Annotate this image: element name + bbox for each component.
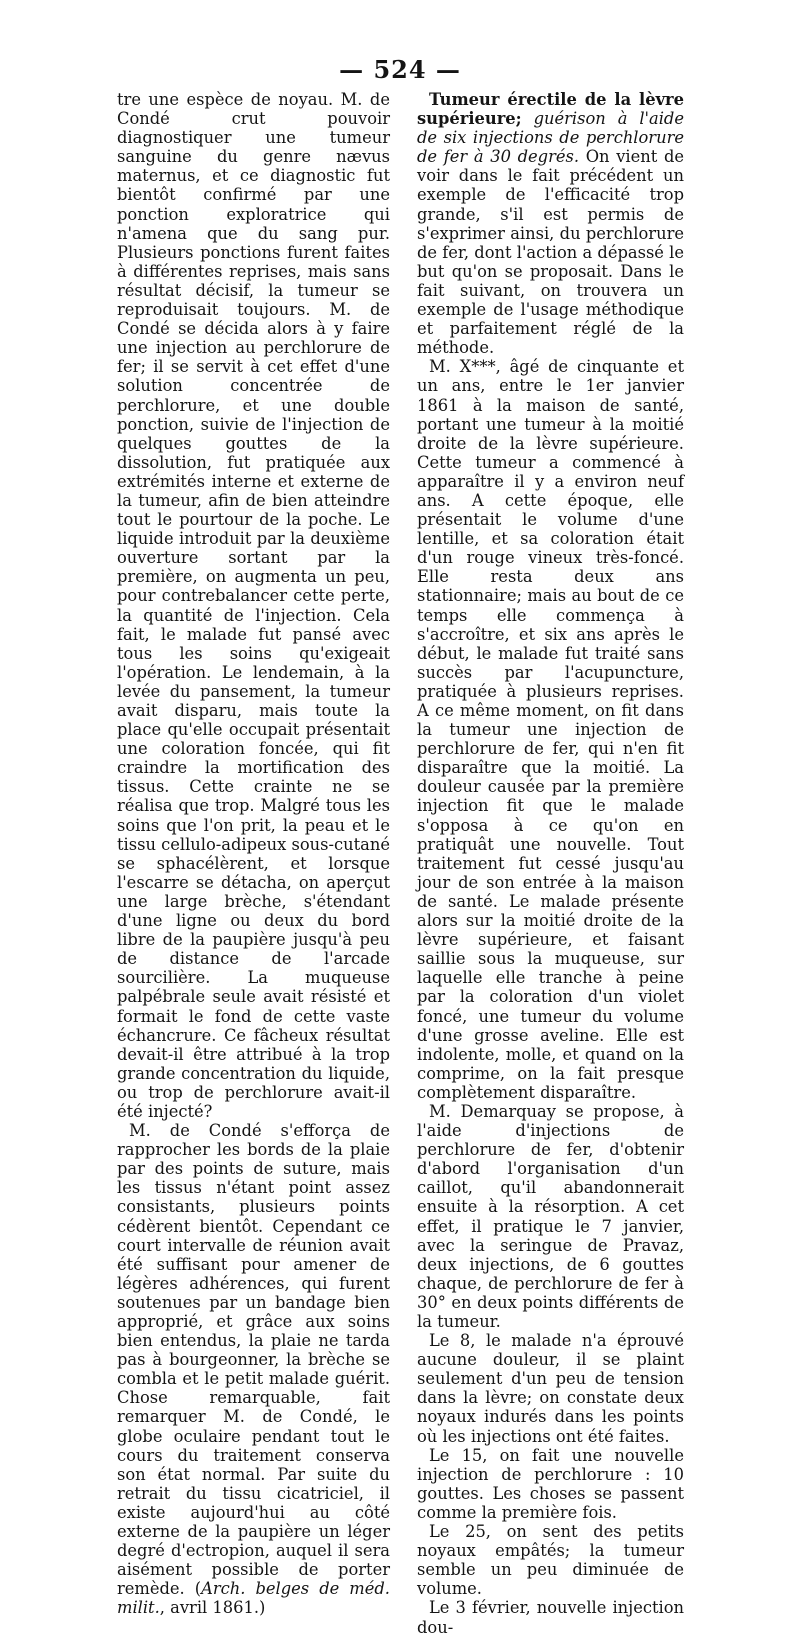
left-paragraph-2-reference: Arch. belges de méd. milit. (117, 1579, 390, 1618)
left-paragraph-1-text: tre une espèce de noyau. M. de Condé crut pouvoir diagnostiquer une tumeur sanguine du genre nævus maternus, et ce diagnostic fut bientôt confirmé par une ponction exploratrice qui n'amena que du sang pur. Plusieurs ponctions furent faites à différentes reprises, mais sans résultat décisif, la tumeur se reproduisait toujours. M. de Condé se décida alors à y faire une injection au perchlorure de fer; il se servit à cet effet d'une solution concentrée de perchlorure, et une double ponction, suivie de l'injection de quelques gouttes de la dissolution, fut pratiquée aux extrémités interne et externe de la tumeur, afin de bien atteindre tout le pourtour de la poche. Le liquide introduit par la deuxième ouverture sortant par la première, on augmenta un peu, pour contrebalancer cette perte, la quantité de l'injection. Cela fait, le malade fut pansé avec tous les soins qu'exigeait l'opération. Le lendemain, à la levée du pansement, la tumeur avait disparu, mais toute la place qu'elle occupait présentait une coloration foncée, qui fit craindre la mortification des tissus. Cette crainte ne se réalisa que trop. Malgré tous les soins que l'on prit, la peau et le tissu cellulo-adipeux sous-cutané se sphacélèrent, et lorsque l'escarre se détacha, on aperçut une large brèche, s'étendant d'une ligne ou deux du bord libre de la paupière jusqu'à peu de distance de l'arcade sourcilière. La muqueuse palpébrale seule avait résisté et formait le fond de cette vaste échancrure. Ce fâcheux résultat devait-il être attribué à la trop grande concentration du liquide, ou trop de perchlorure avait-il été injecté? (117, 90, 390, 1121)
right-paragraph-2: M. X***, âgé de cinquante et un ans, entre le 1er janvier 1861 à la maison de santé, portant une tumeur à la moitié droite de la lèvre supérieure. Cette tumeur a commencé à apparaître il y a environ neuf ans. A cette époque, elle présentait le volume d'une lentille, et sa coloration était d'un rouge vineux très-foncé. Elle resta deux ans stationnaire; mais au bout de ce temps elle commença à s'accroître, et six ans après le début, le malade fut traité sans succès par l'acupuncture, pratiquée à plusieurs reprises. A ce même moment, on fit dans la tumeur une injection de perchlorure de fer, qui n'en fit disparaître que la moitié. La douleur causée par la première injection fit que le malade s'opposa à ce qu'on en pratiquât une nouvelle. Tout traitement fut cessé jusqu'au jour de son entrée à la maison de santé. Le malade présente alors sur la moitié droite de la lèvre supérieure, et faisant saillie sous la muqueuse, sur laquelle elle tranche à peine par la coloration d'un violet foncé, une tumeur du volume d'une grosse aveline. Elle est indolente, molle, et quand on la comprime, on la fait presque complètement disparaître. (417, 357, 684, 1102)
page-number: — 524 — (339, 55, 461, 84)
right-paragraph-6: Le 25, on sent des petits noyaux empâtés; la tumeur semble un peu diminuée de volume. (417, 1522, 684, 1599)
left-paragraph-2-text: M. de Condé s'efforça de rapprocher les bords de la plaie par des points de suture, mais les tissus n'étant point assez consistants, plusieurs points cédèrent bientôt. Cependant ce court intervalle de réunion avait été suffisant pour amener de légères adhérences, qui furent soutenues par un bandage bien approprié, et grâce aux soins bien entendus, la plaie ne tarda pas à bourgeonner, la brèche se combla et le petit malade guérit. Chose remarquable, fait remarquer M. de Condé, le globe oculaire pendant tout le cours du traitement conserva son état normal. Par suite du retrait du tissu cicatriciel, il existe aujourd'hui au côté externe de la paupière un léger degré d'ectropion, auquel il sera aisément possible de porter remède. ( (117, 1121, 390, 1599)
article-intro: On vient de voir dans le fait précédent un exemple de l'efficacité trop grande, s'il est permis de s'exprimer ainsi, du perchlorure de fer, dont l'action a dépassé le but qu'on se proposait. Dans le fait suivant, on trouvera un exemple de l'usage méthodique et parfaitement réglé de la méthode. (417, 147, 684, 358)
left-column (117, 90, 390, 1618)
left-paragraph-2 (117, 1121, 390, 1617)
right-paragraph-5: Le 15, on fait une nouvelle injection de perchlorure : 10 gouttes. Les choses se passent comme la première fois. (417, 1445, 684, 1522)
article-subtitle: guérison à l'aide de six injections de perchlorure de fer à 30 degrés. (417, 109, 684, 167)
left-paragraph-1 (117, 90, 390, 1121)
right-column (417, 90, 684, 1637)
right-paragraph-7: Le 3 février, nouvelle injection dou- (417, 1598, 684, 1637)
left-paragraph-2-reference-date: , avril 1861.) (159, 1598, 266, 1618)
article-title: Tumeur érectile de la lèvre supérieure; (417, 90, 684, 129)
right-paragraph-3: M. Demarquay se propose, à l'aide d'injections de perchlorure de fer, d'obtenir d'abord l'organisation d'un caillot, qu'il abandonnerait ensuite à la résorption. A cet effet, il pratique le 7 janvier, avec la seringue de Pravaz, deux injections, de 6 gouttes chaque, de perchlorure de fer à 30° en deux points différents de la tumeur. (417, 1101, 684, 1331)
article-heading-paragraph (417, 90, 684, 357)
right-paragraph-4: Le 8, le malade n'a éprouvé aucune douleur, il se plaint seulement d'un peu de tension dans la lèvre; on constate deux noyaux indurés dans les points où les injections ont été faites. (417, 1331, 684, 1446)
